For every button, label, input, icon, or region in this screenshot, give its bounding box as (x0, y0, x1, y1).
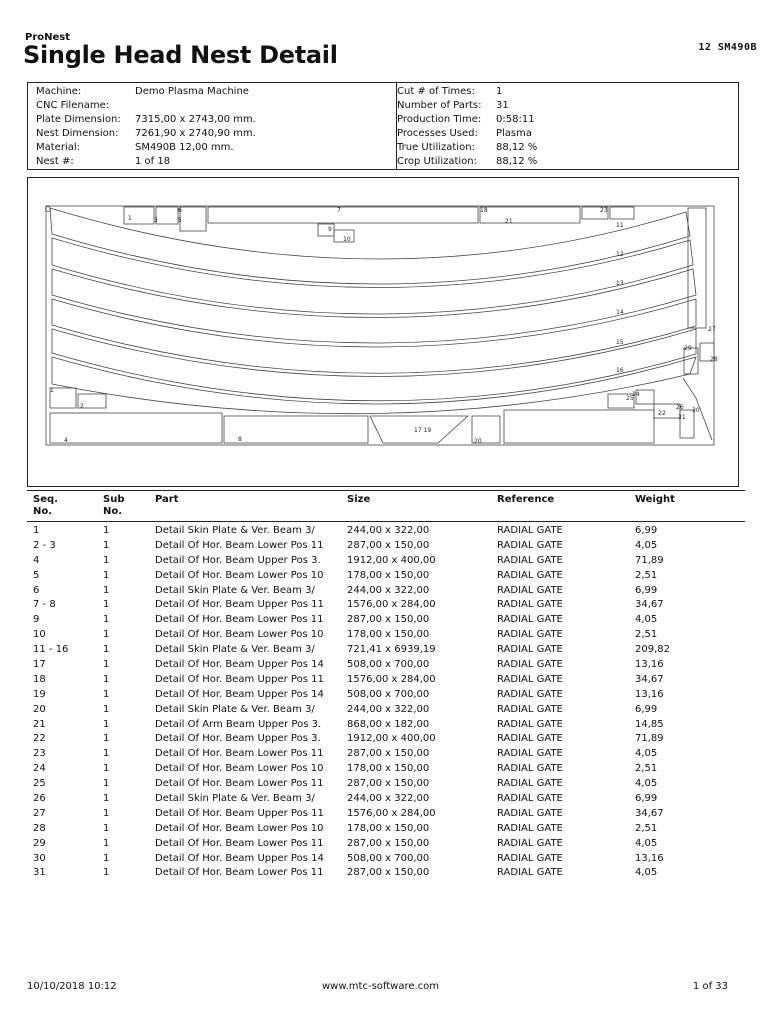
seq-cell: 30 (33, 852, 46, 864)
sub-cell: 1 (103, 688, 110, 700)
reference-cell: RADIAL GATE (497, 703, 563, 715)
table-row (27, 583, 735, 598)
nest-info-box (27, 82, 739, 170)
reference-cell: RADIAL GATE (497, 673, 563, 685)
info-label: Crop Utilization: (397, 156, 477, 167)
parts-table-body (27, 523, 735, 880)
sub-cell: 1 (103, 599, 110, 611)
seq-cell: 22 (33, 733, 46, 745)
size-cell: 287,00 x 150,00 (347, 614, 430, 626)
sub-cell: 1 (103, 748, 110, 760)
nest-label: 3 (154, 217, 158, 224)
part-cell: Detail Of Hor. Beam Lower Pos 10 (155, 763, 324, 775)
reference-cell: RADIAL GATE (497, 807, 563, 819)
info-value: 0:58:11 (496, 114, 535, 125)
part-cell: Detail Of Hor. Beam Upper Pos 14 (155, 688, 324, 700)
seq-cell: 29 (33, 837, 46, 849)
reference-cell: RADIAL GATE (497, 852, 563, 864)
weight-cell: 13,16 (635, 852, 664, 864)
weight-cell: 4,05 (635, 614, 658, 626)
sub-cell: 1 (103, 792, 110, 804)
info-value: Plasma (496, 128, 533, 139)
sub-cell: 1 (103, 629, 110, 641)
info-label: True Utilization: (397, 142, 475, 153)
weight-cell: 2,51 (635, 629, 658, 641)
size-cell: 287,00 x 150,00 (347, 837, 430, 849)
size-cell: 244,00 x 322,00 (347, 792, 430, 804)
info-value: 7261,90 x 2740,90 mm. (135, 128, 256, 139)
table-row (27, 821, 735, 836)
size-cell: 1912,00 x 400,00 (347, 733, 436, 745)
part-cell: Detail Of Hor. Beam Lower Pos 10 (155, 569, 324, 581)
reference-cell: RADIAL GATE (497, 644, 563, 656)
size-cell: 1576,00 x 284,00 (347, 807, 436, 819)
sub-cell: 1 (103, 673, 110, 685)
table-row (27, 642, 735, 657)
seq-cell: 24 (33, 763, 46, 775)
info-row-crop-utilization (397, 155, 537, 169)
weight-cell: 4,05 (635, 778, 658, 790)
info-right-column (397, 85, 537, 169)
table-row (27, 568, 735, 583)
nest-label: 30 (692, 407, 700, 414)
col-header-sub: Sub No. (103, 494, 125, 517)
reference-cell: RADIAL GATE (497, 599, 563, 611)
sub-cell: 1 (103, 539, 110, 551)
part-cell: Detail Of Hor. Beam Upper Pos 14 (155, 852, 324, 864)
nest-label: 29 (684, 345, 692, 352)
nest-part-11 (50, 208, 690, 284)
size-cell: 508,00 x 700,00 (347, 852, 430, 864)
seq-cell: 1 (33, 524, 40, 536)
sub-cell: 1 (103, 614, 110, 626)
nest-part-6 (180, 207, 206, 231)
size-cell: 287,00 x 150,00 (347, 539, 430, 551)
info-value: 7315,00 x 2743,00 mm. (135, 114, 256, 125)
weight-cell: 2,51 (635, 569, 658, 581)
info-row-nest-dimension (36, 127, 256, 141)
info-value: 1 of 18 (135, 156, 171, 167)
part-cell: Detail Of Hor. Beam Upper Pos 11 (155, 599, 324, 611)
sub-cell: 1 (103, 658, 110, 670)
nest-label: 11 (616, 222, 624, 229)
nest-label: 21 (505, 218, 513, 225)
seq-cell: 17 (33, 658, 46, 670)
table-row (27, 523, 735, 538)
weight-cell: 6,99 (635, 703, 658, 715)
nest-label: 22 (658, 410, 666, 417)
part-cell: Detail Skin Plate & Ver. Beam 3/ (155, 524, 315, 536)
sub-cell: 1 (103, 778, 110, 790)
table-row (27, 836, 735, 851)
reference-cell: RADIAL GATE (497, 584, 563, 596)
size-cell: 721,41 x 6939,19 (347, 644, 436, 656)
seq-cell: 31 (33, 867, 46, 879)
info-label: Machine: (36, 86, 82, 97)
info-label: Material: (36, 142, 80, 153)
nest-label: 6 (178, 207, 182, 214)
reference-cell: RADIAL GATE (497, 792, 563, 804)
size-cell: 508,00 x 700,00 (347, 688, 430, 700)
sub-cell: 1 (103, 763, 110, 775)
part-cell: Detail Of Arm Beam Upper Pos 3. (155, 718, 322, 730)
nest-part-5 (156, 207, 178, 224)
table-header-rule (27, 521, 745, 522)
info-label: Cut # of Times: (397, 86, 475, 97)
size-cell: 1576,00 x 284,00 (347, 599, 436, 611)
seq-cell: 28 (33, 822, 46, 834)
seq-cell: 25 (33, 778, 46, 790)
nest-part-12 (52, 238, 693, 314)
reference-cell: RADIAL GATE (497, 524, 563, 536)
seq-cell: 9 (33, 614, 40, 626)
table-row (27, 717, 735, 732)
sub-cell: 1 (103, 718, 110, 730)
plate-outline (46, 206, 714, 445)
info-row-nest-number (36, 155, 256, 169)
nest-label: 27 (708, 326, 716, 333)
reference-cell: RADIAL GATE (497, 629, 563, 641)
nest-label: 13 (616, 280, 624, 287)
table-row (27, 687, 735, 702)
col-header-reference: Reference (497, 494, 555, 505)
part-cell: Detail Of Hor. Beam Lower Pos 11 (155, 539, 324, 551)
weight-cell: 13,16 (635, 658, 664, 670)
nest-drawing (28, 178, 740, 488)
seq-cell: 6 (33, 584, 40, 596)
nest-label: 25 (626, 395, 634, 402)
reference-cell: RADIAL GATE (497, 539, 563, 551)
sub-cell: 1 (103, 569, 110, 581)
seq-cell: 26 (33, 792, 46, 804)
part-cell: Detail Skin Plate & Ver. Beam 3/ (155, 703, 315, 715)
reference-cell: RADIAL GATE (497, 733, 563, 745)
reference-cell: RADIAL GATE (497, 688, 563, 700)
info-value: Demo Plasma Machine (135, 86, 249, 97)
weight-cell: 4,05 (635, 539, 658, 551)
info-label: Number of Parts: (397, 100, 482, 111)
info-label: Nest #: (36, 156, 74, 167)
table-row (27, 672, 735, 687)
sub-cell: 1 (103, 867, 110, 879)
info-row-machine (36, 85, 256, 99)
weight-cell: 6,99 (635, 524, 658, 536)
nest-label: 1 (50, 387, 54, 394)
nest-label: 20 (474, 438, 482, 445)
table-row (27, 776, 735, 791)
size-cell: 287,00 x 150,00 (347, 748, 430, 760)
seq-cell: 10 (33, 629, 46, 641)
nest-label: 12 (616, 251, 624, 258)
info-label: Processes Used: (397, 128, 478, 139)
footer-page-number: 1 of 33 (692, 981, 728, 992)
seq-cell: 20 (33, 703, 46, 715)
size-cell: 178,00 x 150,00 (347, 569, 430, 581)
col-header-seq: Seq. No. (33, 494, 58, 517)
sub-cell: 1 (103, 733, 110, 745)
part-cell: Detail Of Hor. Beam Lower Pos 11 (155, 867, 324, 879)
info-row-processes-used (397, 127, 537, 141)
weight-cell: 6,99 (635, 584, 658, 596)
weight-cell: 34,67 (635, 599, 664, 611)
sub-cell: 1 (103, 644, 110, 656)
info-row-material (36, 141, 256, 155)
nest-part-27 (688, 208, 706, 328)
nest-part-1 (50, 388, 76, 408)
seq-cell: 4 (33, 554, 40, 566)
size-cell: 287,00 x 150,00 (347, 778, 430, 790)
part-cell: Detail Of Hor. Beam Lower Pos 10 (155, 629, 324, 641)
nest-part-18 (480, 207, 580, 223)
nest-label: 7 (337, 207, 341, 214)
sub-cell: 1 (103, 524, 110, 536)
seq-cell: 21 (33, 718, 46, 730)
seq-cell: 27 (33, 807, 46, 819)
col-header-part: Part (155, 494, 179, 505)
info-label: Production Time: (397, 114, 482, 125)
weight-cell: 4,05 (635, 867, 658, 879)
table-top-rule (27, 490, 745, 491)
nest-label: 9 (328, 226, 332, 233)
table-row (27, 597, 735, 612)
weight-cell: 6,99 (635, 792, 658, 804)
col-header-size: Size (347, 494, 371, 505)
weight-cell: 4,05 (635, 748, 658, 760)
table-row (27, 538, 735, 553)
size-cell: 178,00 x 150,00 (347, 822, 430, 834)
nest-label: 28 (710, 356, 718, 363)
info-left-column (36, 85, 256, 169)
reference-cell: RADIAL GATE (497, 554, 563, 566)
table-row (27, 806, 735, 821)
info-row-cnc-filename (36, 99, 256, 113)
table-row (27, 746, 735, 761)
weight-cell: 13,16 (635, 688, 664, 700)
nest-label: 24 (632, 391, 640, 398)
brand-name: ProNest (25, 32, 71, 43)
nest-label: 5 (178, 217, 182, 224)
nest-label: 2 (80, 403, 84, 410)
part-cell: Detail Of Hor. Beam Upper Pos 3. (155, 733, 321, 745)
info-row-cut-times (397, 85, 537, 99)
part-cell: Detail Skin Plate & Ver. Beam 3/ (155, 792, 315, 804)
weight-cell: 71,89 (635, 733, 664, 745)
part-cell: Detail Skin Plate & Ver. Beam 3/ (155, 584, 315, 596)
reference-cell: RADIAL GATE (497, 867, 563, 879)
nest-label: 16 (616, 367, 624, 374)
parts-table (27, 523, 735, 880)
seq-cell: 2 - 3 (33, 539, 56, 551)
size-cell: 244,00 x 322,00 (347, 524, 430, 536)
part-cell: Detail Of Hor. Beam Lower Pos 11 (155, 778, 324, 790)
sub-cell: 1 (103, 554, 110, 566)
reference-cell: RADIAL GATE (497, 837, 563, 849)
nest-part-8 (224, 416, 368, 443)
size-cell: 178,00 x 150,00 (347, 763, 430, 775)
nest-part-4 (50, 413, 222, 443)
part-cell: Detail Of Hor. Beam Lower Pos 11 (155, 614, 324, 626)
nest-label: 10 (343, 236, 351, 243)
info-row-plate-dimension (36, 113, 256, 127)
size-cell: 244,00 x 322,00 (347, 703, 430, 715)
nest-drawing-box (27, 177, 739, 487)
seq-cell: 18 (33, 673, 46, 685)
table-row (27, 851, 735, 866)
nest-label: 14 (616, 309, 624, 316)
sub-cell: 1 (103, 584, 110, 596)
nest-label: 4 (64, 437, 68, 444)
seq-cell: 5 (33, 569, 40, 581)
reference-cell: RADIAL GATE (497, 569, 563, 581)
sub-cell: 1 (103, 703, 110, 715)
reference-cell: RADIAL GATE (497, 748, 563, 760)
table-row (27, 657, 735, 672)
weight-cell: 34,67 (635, 807, 664, 819)
info-value: 1 (496, 86, 503, 97)
footer-datetime: 10/10/2018 10:12 (27, 981, 117, 992)
table-row (27, 553, 735, 568)
nest-part-7 (208, 207, 478, 223)
part-cell: Detail Of Hor. Beam Lower Pos 11 (155, 837, 324, 849)
part-cell: Detail Of Hor. Beam Upper Pos 11 (155, 807, 324, 819)
table-row (27, 702, 735, 717)
info-row-production-time (397, 113, 537, 127)
seq-cell: 7 - 8 (33, 599, 56, 611)
part-cell: Detail Of Hor. Beam Upper Pos 11 (155, 673, 324, 685)
reference-cell: RADIAL GATE (497, 718, 563, 730)
weight-cell: 4,05 (635, 837, 658, 849)
nest-label: 18 (480, 207, 488, 214)
info-value: 88,12 % (496, 142, 538, 153)
nest-part-13 (52, 269, 696, 343)
size-cell: 1576,00 x 284,00 (347, 673, 436, 685)
reference-cell: RADIAL GATE (497, 614, 563, 626)
nest-part-15 (52, 329, 696, 401)
part-cell: Detail Of Hor. Beam Lower Pos 10 (155, 822, 324, 834)
col-header-weight: Weight (635, 494, 675, 505)
size-cell: 1912,00 x 400,00 (347, 554, 436, 566)
weight-cell: 14,85 (635, 718, 664, 730)
sub-cell: 1 (103, 852, 110, 864)
page-title: Single Head Nest Detail (23, 41, 338, 69)
nest-label: 17 19 (414, 427, 432, 434)
part-cell: Detail Of Hor. Beam Lower Pos 11 (155, 748, 324, 760)
nest-label: 23 (600, 207, 608, 214)
table-row (27, 627, 735, 642)
reference-cell: RADIAL GATE (497, 778, 563, 790)
info-label: Plate Dimension: (36, 114, 121, 125)
part-cell: Detail Of Hor. Beam Upper Pos 3. (155, 554, 321, 566)
size-cell: 287,00 x 150,00 (347, 867, 430, 879)
weight-cell: 2,51 (635, 822, 658, 834)
table-row (27, 612, 735, 627)
nest-part-22 (504, 410, 654, 443)
info-value: SM490B 12,00 mm. (135, 142, 234, 153)
seq-cell: 19 (33, 688, 46, 700)
sub-cell: 1 (103, 807, 110, 819)
weight-cell: 2,51 (635, 763, 658, 775)
size-cell: 178,00 x 150,00 (347, 629, 430, 641)
table-row (27, 731, 735, 746)
reference-cell: RADIAL GATE (497, 822, 563, 834)
size-cell: 244,00 x 322,00 (347, 584, 430, 596)
table-row (27, 865, 735, 880)
nest-part-14 (52, 299, 696, 373)
seq-cell: 23 (33, 748, 46, 760)
nest-label: 8 (238, 436, 242, 443)
part-cell: Detail Skin Plate & Ver. Beam 3/ (155, 644, 315, 656)
reference-cell: RADIAL GATE (497, 763, 563, 775)
part-cell: Detail Of Hor. Beam Upper Pos 14 (155, 658, 324, 670)
seq-cell: 11 - 16 (33, 644, 69, 656)
nest-part-23b (610, 207, 634, 219)
plate-code: 12 SM490B (698, 42, 757, 53)
reference-cell: RADIAL GATE (497, 658, 563, 670)
weight-cell: 34,67 (635, 673, 664, 685)
weight-cell: 209,82 (635, 644, 670, 656)
table-row (27, 761, 735, 776)
footer-website[interactable]: www.mtc-software.com (322, 981, 440, 992)
weight-cell: 71,89 (635, 554, 664, 566)
info-row-true-utilization (397, 141, 537, 155)
info-value: 31 (496, 100, 509, 111)
info-row-number-of-parts (397, 99, 537, 113)
nest-label: 1 (128, 215, 132, 222)
info-value: 88,12 % (496, 156, 538, 167)
size-cell: 508,00 x 700,00 (347, 658, 430, 670)
nest-label: 15 (616, 339, 624, 346)
table-row (27, 791, 735, 806)
sub-cell: 1 (103, 837, 110, 849)
info-label: Nest Dimension: (36, 128, 119, 139)
info-label: CNC Filename: (36, 100, 110, 111)
sub-cell: 1 (103, 822, 110, 834)
nest-label: 31 (678, 414, 686, 421)
nest-part-16 (52, 357, 696, 414)
nest-label: 26 (676, 404, 684, 411)
size-cell: 868,00 x 182,00 (347, 718, 430, 730)
